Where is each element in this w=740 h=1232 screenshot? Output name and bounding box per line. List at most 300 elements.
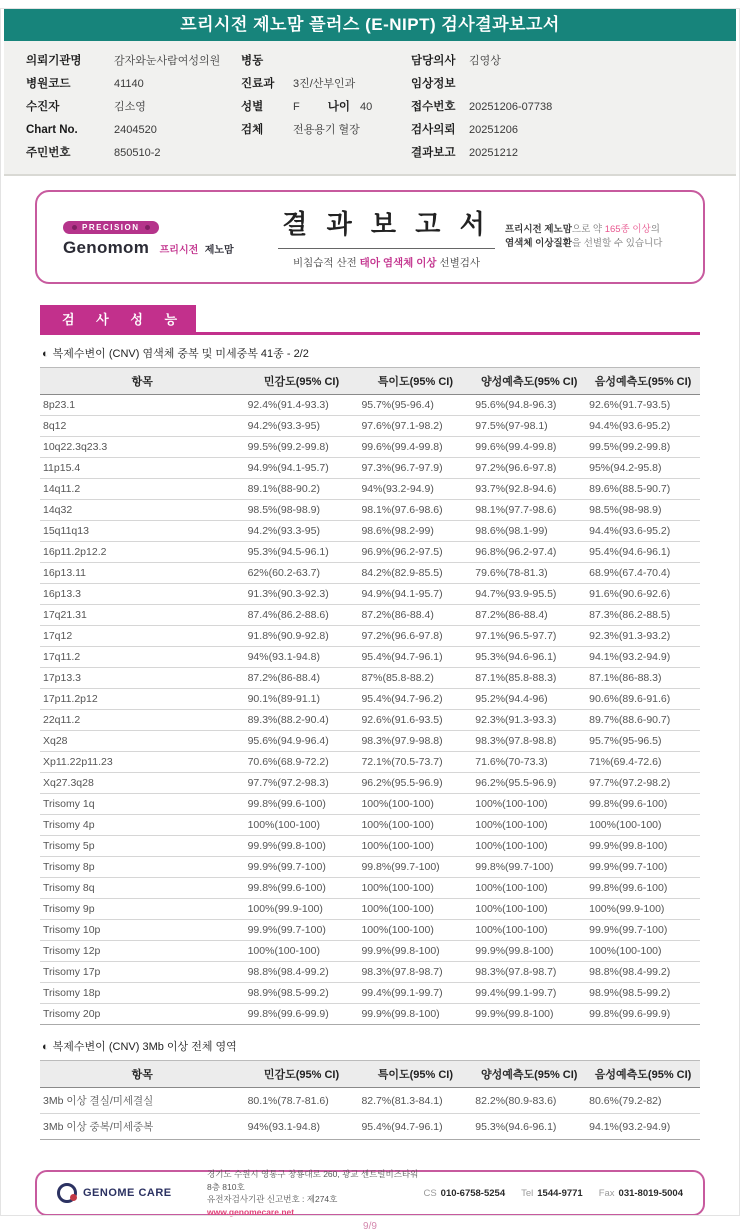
genomom-logo [63,217,268,258]
value-cell: 98.5%(98-98.9) [245,500,359,521]
item-cell: 17p13.3 [40,668,245,689]
value-cell: 90.6%(89.6-91.6) [586,689,700,710]
value-cell: 97.7%(97.2-98.3) [245,773,359,794]
value-cell: 70.6%(68.9-72.2) [245,752,359,773]
value-cell: 98.6%(98.2-99) [358,521,472,542]
table-row [40,962,700,983]
item-cell: 17p11.2p12 [40,689,245,710]
footer-address-line2: 유전자검사기관 신고번호 : 제274호 [207,1194,338,1204]
info-value: 41140 [114,78,144,90]
value-cell: 97.3%(96.7-97.9) [358,458,472,479]
info-value: 김영상 [469,55,501,67]
value-cell: 99.8%(99.6-100) [586,878,700,899]
item-cell: Xq27.3q28 [40,773,245,794]
subtitle-suffix: 선별검사 [436,257,481,269]
half-circle-bullet-icon: ◐ [42,1041,49,1053]
table-row [40,731,700,752]
value-cell: 94.1%(93.2-94.9) [586,1114,700,1140]
value-cell: 89.6%(88.5-90.7) [586,479,700,500]
value-cell: 87.2%(86-88.4) [245,668,359,689]
value-cell: 87.4%(86.2-88.6) [245,605,359,626]
value-cell: 96.2%(95.5-96.9) [358,773,472,794]
item-cell: Trisomy 20p [40,1004,245,1025]
table-row [40,1004,700,1025]
table-row [40,836,700,857]
item-cell: Trisomy 1q [40,794,245,815]
value-cell: 94.9%(94.1-95.7) [245,458,359,479]
value-cell: 95%(94.2-95.8) [586,458,700,479]
table-row [40,689,700,710]
value-cell: 99.8%(99.6-99.9) [586,1004,700,1025]
cs-label: CS [423,1187,437,1199]
screening-note [505,223,677,251]
note-pink: 165종 이상 [604,224,651,235]
info-label: 병원코드 [26,78,71,90]
item-cell: Trisomy 5p [40,836,245,857]
badge-dot-icon [145,225,150,230]
column-header: 양성예측도(95% CI) [472,1061,586,1088]
value-cell: 82.2%(80.9-83.6) [475,1094,557,1107]
subsection-cnv3mb-title [42,1038,698,1054]
note-mid: 으로 약 [571,224,605,235]
column-header: 민감도(95% CI) [245,368,359,395]
value-cell: 97.1%(96.5-97.7) [472,626,586,647]
item-cell: 17q21.31 [40,605,245,626]
value-cell: 97.2%(96.6-97.8) [472,458,586,479]
table-header-row [40,1061,700,1088]
value-cell: 94.1%(93.2-94.9) [586,647,700,668]
item-cell: Xp11.22p11.23 [40,752,245,773]
value-cell: 99.5%(99.2-99.8) [245,437,359,458]
genomom-logo-text: Genomom [63,237,150,257]
subsection-cnv41-text: 복제수변이 (CNV) 염색체 중복 및 미세중복 41종 - 2/2 [52,348,309,360]
column-header: 특이도(95% CI) [358,1061,472,1088]
value-cell: 87.2%(86-88.4) [472,605,586,626]
value-cell: 100%(100-100) [358,794,472,815]
value-cell: 87.1%(85.8-88.3) [472,668,586,689]
item-cell: 15q11q13 [40,521,245,542]
value-cell: 92.6%(91.6-93.5) [358,710,472,731]
value-cell: 99.9%(99.7-100) [586,920,700,941]
info-row [26,118,241,141]
item-cell: 16p11.2p12.2 [40,542,245,563]
info-row [241,49,411,72]
value-cell: 98.9%(98.5-99.2) [586,983,700,1004]
table-row [40,584,700,605]
value-cell: 100%(100-100) [472,794,586,815]
value-cell: 94.2%(93.3-95) [245,521,359,542]
value-cell: 71.6%(70-73.3) [472,752,586,773]
value-cell: 90.1%(89-91.1) [245,689,359,710]
note-end-2: 을 선별할 수 있습니다 [571,238,663,249]
result-report-banner [35,190,705,284]
table-row [40,605,700,626]
item-cell: Trisomy 12p [40,941,245,962]
value-cell: 100%(100-100) [358,815,472,836]
item-cell: Trisomy 9p [40,899,245,920]
item-cell: 16p13.11 [40,563,245,584]
value-cell: 96.2%(95.5-96.9) [472,773,586,794]
genome-care-logo [57,1183,207,1203]
cs-number: 010-6758-5254 [440,1187,506,1199]
footer-address-block [207,1168,423,1218]
table-row [40,857,700,878]
genome-care-g-icon [57,1183,77,1203]
patient-info-section [4,41,736,176]
info-value: 2404520 [114,124,157,136]
value-cell: 79.6%(78-81.3) [472,563,586,584]
value-cell: 87.2%(86-88.4) [358,605,472,626]
table-row [40,710,700,731]
footer-address-line1: 경기도 수원시 영통구 창룡대로 260, 광교 센트럴비즈타워 8층 810호 [207,1169,419,1192]
precision-badge [63,221,159,234]
value-cell: 71%(69.4-72.6) [586,752,700,773]
value-cell: 100%(100-100) [586,941,700,962]
tel-number: 1544-9771 [537,1187,583,1199]
value-cell: 98.6%(98.1-99) [472,521,586,542]
value-cell: 97.7%(97.2-98.2) [586,773,700,794]
table-row [40,500,700,521]
subsection-cnv41-title [42,345,698,361]
table-row [40,416,700,437]
value-cell: 94.7%(93.9-95.5) [472,584,586,605]
value-cell: 100%(100-100) [358,878,472,899]
item-cell: Trisomy 4p [40,815,245,836]
column-header: 항목 [40,368,245,395]
item-cell: 3Mb 이상 결실/미세결실 [43,1095,154,1107]
value-cell: 94%(93.1-94.8) [245,647,359,668]
info-row [241,95,411,118]
info-value: 20251212 [469,147,518,159]
value-cell: 91.3%(90.3-92.3) [245,584,359,605]
note-end-1: 의 [650,224,660,235]
value-cell: 82.7%(81.3-84.1) [361,1094,443,1107]
info-label: 나이 [327,101,350,113]
value-cell: 92.4%(91.4-93.3) [247,399,329,411]
section-title-performance: 검 사 성 능 [40,305,196,332]
item-cell: 16p13.3 [40,584,245,605]
table-row [40,395,700,416]
value-cell: 95.2%(94.4-96) [472,689,586,710]
value-cell: 99.5%(99.2-99.8) [586,437,700,458]
value-cell: 100%(99.9-100) [245,899,359,920]
table-row [40,458,700,479]
value-cell: 99.8%(99.6-99.9) [245,1004,359,1025]
value-cell: 92.6%(91.7-93.5) [589,399,671,411]
value-cell: 95.4%(94.7-96.1) [358,647,472,668]
item-cell: Trisomy 8q [40,878,245,899]
info-value: 3진/산부인과 [293,78,356,90]
value-cell: 98.1%(97.7-98.6) [472,500,586,521]
value-cell: 95.4%(94.7-96.2) [358,689,472,710]
value-cell: 87.1%(86-88.3) [586,668,700,689]
value-cell: 100%(100-100) [472,878,586,899]
info-row [241,72,411,95]
column-header: 양성예측도(95% CI) [472,368,586,395]
value-cell: 99.6%(99.4-99.8) [358,437,472,458]
item-cell: 14q11.2 [40,479,245,500]
value-cell: 62%(60.2-63.7) [245,563,359,584]
value-cell: 100%(99.9-100) [586,899,700,920]
footer-fax [599,1188,683,1199]
value-cell: 95.3%(94.6-96.1) [472,647,586,668]
tel-label: Tel [521,1187,534,1199]
item-cell: Trisomy 18p [40,983,245,1004]
value-cell: 89.7%(88.6-90.7) [586,710,700,731]
info-label: Chart No. [26,124,78,136]
value-cell: 97.6%(97.1-98.2) [358,416,472,437]
value-cell: 97.2%(96.6-97.8) [358,626,472,647]
precision-badge-label: PRECISION [82,222,140,232]
value-cell: 100%(100-100) [358,836,472,857]
value-cell: 94.9%(94.1-95.7) [358,584,472,605]
column-header: 특이도(95% CI) [358,368,472,395]
info-row [411,72,718,95]
table-row [40,563,700,584]
info-row [26,72,241,95]
value-cell: 98.5%(98-98.9) [586,500,700,521]
info-label: 의뢰기관명 [26,55,82,67]
info-label: 병동 [241,55,264,67]
cnv41-performance-table [40,367,700,1025]
value-cell: 100%(100-100) [472,920,586,941]
value-cell: 100%(100-100) [472,899,586,920]
table-header-row [40,368,700,395]
value-cell: 95.6%(94.8-96.3) [475,399,557,411]
item-cell: 17q11.2 [40,647,245,668]
info-row [411,118,718,141]
value-cell: 95.4%(94.6-96.1) [586,542,700,563]
page-number: 9/9 [363,1221,377,1232]
info-row [26,49,241,72]
table-row [40,626,700,647]
value-cell: 87%(85.8-88.2) [358,668,472,689]
value-cell: 95.7%(95-96.4) [361,399,434,411]
table-row [40,983,700,1004]
value-cell: 92.3%(91.3-93.3) [472,710,586,731]
value-cell: 99.9%(99.7-100) [586,857,700,878]
info-value: F [293,101,300,113]
item-cell: Trisomy 10p [40,920,245,941]
info-row [411,49,718,72]
value-cell: 98.3%(97.9-98.8) [358,731,472,752]
value-cell: 80.6%(79.2-82) [589,1094,662,1107]
value-cell: 99.9%(99.8-100) [472,941,586,962]
value-cell: 89.1%(88-90.2) [245,479,359,500]
fax-label: Fax [598,1187,615,1199]
cnv3mb-performance-table [40,1060,700,1140]
table-row [40,815,700,836]
value-cell: 100%(100-100) [245,815,359,836]
table-row [40,437,700,458]
subtitle-prefix: 비침습적 산전 [292,257,360,269]
result-report-title-block [268,204,505,270]
report-title-bar: 프리시전 제노맘 플러스 (E-NIPT) 검사결과보고서 [4,8,736,41]
info-label: 접수번호 [411,101,456,113]
value-cell: 68.9%(67.4-70.4) [586,563,700,584]
info-value: 20251206-07738 [469,101,553,113]
info-row [26,141,241,164]
table-row [40,542,700,563]
value-cell: 99.9%(99.8-100) [358,1004,472,1025]
subtitle-highlight: 태아 염색체 이상 [359,257,437,269]
value-cell: 93.7%(92.8-94.6) [472,479,586,500]
table-row [40,794,700,815]
value-cell: 91.6%(90.6-92.6) [586,584,700,605]
value-cell: 98.3%(97.8-98.8) [472,731,586,752]
result-report-subtitle [268,255,505,270]
value-cell: 95.6%(94.9-96.4) [245,731,359,752]
info-label: 담당의사 [411,55,456,67]
item-cell: 8q12 [40,416,245,437]
table-row [40,941,700,962]
footer-cs [423,1188,505,1199]
value-cell: 94.4%(93.6-95.2) [586,416,700,437]
footer-box [35,1170,705,1216]
value-cell: 99.9%(99.8-100) [472,1004,586,1025]
value-cell: 98.8%(98.4-99.2) [586,962,700,983]
info-label: 수진자 [26,101,60,113]
info-row [26,95,241,118]
table-row [40,899,700,920]
patient-info-col-2 [241,49,411,164]
column-header: 음성예측도(95% CI) [586,1061,700,1088]
info-value: 850510-2 [114,147,161,159]
value-cell: 100%(100-100) [586,815,700,836]
value-cell: 98.9%(98.5-99.2) [245,983,359,1004]
value-cell: 95.3%(94.5-96.1) [245,542,359,563]
value-cell: 96.9%(96.2-97.5) [358,542,472,563]
value-cell: 100%(100-100) [245,941,359,962]
item-cell: 8p23.1 [43,399,76,411]
note-bold-2: 염색체 이상질환 [505,238,572,249]
value-cell: 100%(100-100) [358,899,472,920]
value-cell: 100%(100-100) [472,836,586,857]
footer-website-link[interactable]: www.genomecare.net [207,1206,295,1217]
value-cell: 99.8%(99.6-100) [586,794,700,815]
info-label: 임상정보 [411,78,456,90]
table-row [40,920,700,941]
value-cell: 99.8%(99.7-100) [472,857,586,878]
table-row [40,479,700,500]
value-cell: 99.4%(99.1-99.7) [472,983,586,1004]
value-cell: 99.6%(99.4-99.8) [472,437,586,458]
value-cell: 95.4%(94.7-96.1) [358,1114,472,1140]
value-cell: 94%(93.2-94.9) [358,479,472,500]
genomom-wordmark [63,238,268,258]
genome-care-logo-text: GENOME CARE [83,1187,172,1199]
patient-info-col-1 [26,49,241,164]
value-cell: 94%(93.1-94.8) [245,1114,359,1140]
value-cell: 87.3%(86.2-88.5) [586,605,700,626]
half-circle-bullet-icon: ◐ [42,348,49,360]
section-rule [40,305,700,335]
value-cell: 92.3%(91.3-93.2) [586,626,700,647]
table-row [40,668,700,689]
value-cell: 99.9%(99.7-100) [245,857,359,878]
value-cell: 80.1%(78.7-81.6) [247,1094,329,1107]
info-label: 주민번호 [26,147,71,159]
item-cell: 22q11.2 [40,710,245,731]
table-row [40,1114,700,1140]
table-row [40,1088,700,1114]
column-header: 음성예측도(95% CI) [586,368,700,395]
value-cell: 96.8%(96.2-97.4) [472,542,586,563]
value-cell: 98.1%(97.6-98.6) [358,500,472,521]
info-value: 김소영 [114,101,146,113]
value-cell: 94.2%(93.3-95) [245,416,359,437]
result-report-title: 결 과 보 고 서 [278,204,494,249]
value-cell: 99.4%(99.1-99.7) [358,983,472,1004]
value-cell: 100%(100-100) [358,920,472,941]
info-value: 20251206 [469,124,518,136]
badge-dot-icon [72,225,77,230]
item-cell: 11p15.4 [40,458,245,479]
value-cell: 72.1%(70.5-73.7) [358,752,472,773]
value-cell: 98.3%(97.8-98.7) [358,962,472,983]
info-label: 검체 [241,124,264,136]
table-row [40,773,700,794]
column-header: 항목 [40,1061,245,1088]
info-label: 진료과 [241,78,275,90]
info-value: 전용용기 혈장 [293,124,360,136]
info-row [411,95,718,118]
value-cell: 99.9%(99.8-100) [245,836,359,857]
logo-subtitle-pink: 프리시전 [159,244,199,256]
value-cell: 99.8%(99.6-100) [245,878,359,899]
value-cell: 84.2%(82.9-85.5) [358,563,472,584]
item-cell: 17q12 [40,626,245,647]
info-label: 검사의뢰 [411,124,456,136]
table-row [40,647,700,668]
item-cell: Trisomy 17p [40,962,245,983]
fax-number: 031-8019-5004 [618,1187,683,1199]
info-label: 결과보고 [411,147,456,159]
note-bold-1: 프리시전 제노맘 [505,224,572,235]
footer-contacts [423,1188,683,1199]
value-cell: 99.8%(99.6-100) [245,794,359,815]
info-row [241,118,411,141]
value-cell: 98.8%(98.4-99.2) [245,962,359,983]
item-cell: 10q22.3q23.3 [40,437,245,458]
value-cell: 95.7%(95-96.5) [586,731,700,752]
value-cell: 94.4%(93.6-95.2) [586,521,700,542]
value-cell: 98.3%(97.8-98.7) [472,962,586,983]
info-value: 감자와눈사람여성의원 [114,55,221,67]
item-cell: Trisomy 8p [40,857,245,878]
info-row [411,141,718,164]
value-cell: 99.9%(99.8-100) [358,941,472,962]
value-cell: 89.3%(88.2-90.4) [245,710,359,731]
subsection-cnv3mb-text: 복제수변이 (CNV) 3Mb 이상 전체 영역 [52,1041,237,1053]
footer-tel [521,1188,583,1199]
value-cell: 95.3%(94.6-96.1) [472,1114,586,1140]
info-label: 성별 [241,101,264,113]
table-row [40,752,700,773]
item-cell: 14q32 [40,500,245,521]
logo-subtitle-dark: 제노맘 [204,244,234,256]
table-row [40,521,700,542]
report-page [0,8,740,1232]
value-cell: 91.8%(90.9-92.8) [245,626,359,647]
value-cell: 99.8%(99.7-100) [358,857,472,878]
info-value: 40 [359,101,373,113]
patient-info-col-3 [411,49,718,164]
item-cell: Xq28 [40,731,245,752]
value-cell: 99.9%(99.7-100) [245,920,359,941]
item-cell: 3Mb 이상 중복/미세중복 [40,1114,245,1140]
column-header: 민감도(95% CI) [245,1061,359,1088]
